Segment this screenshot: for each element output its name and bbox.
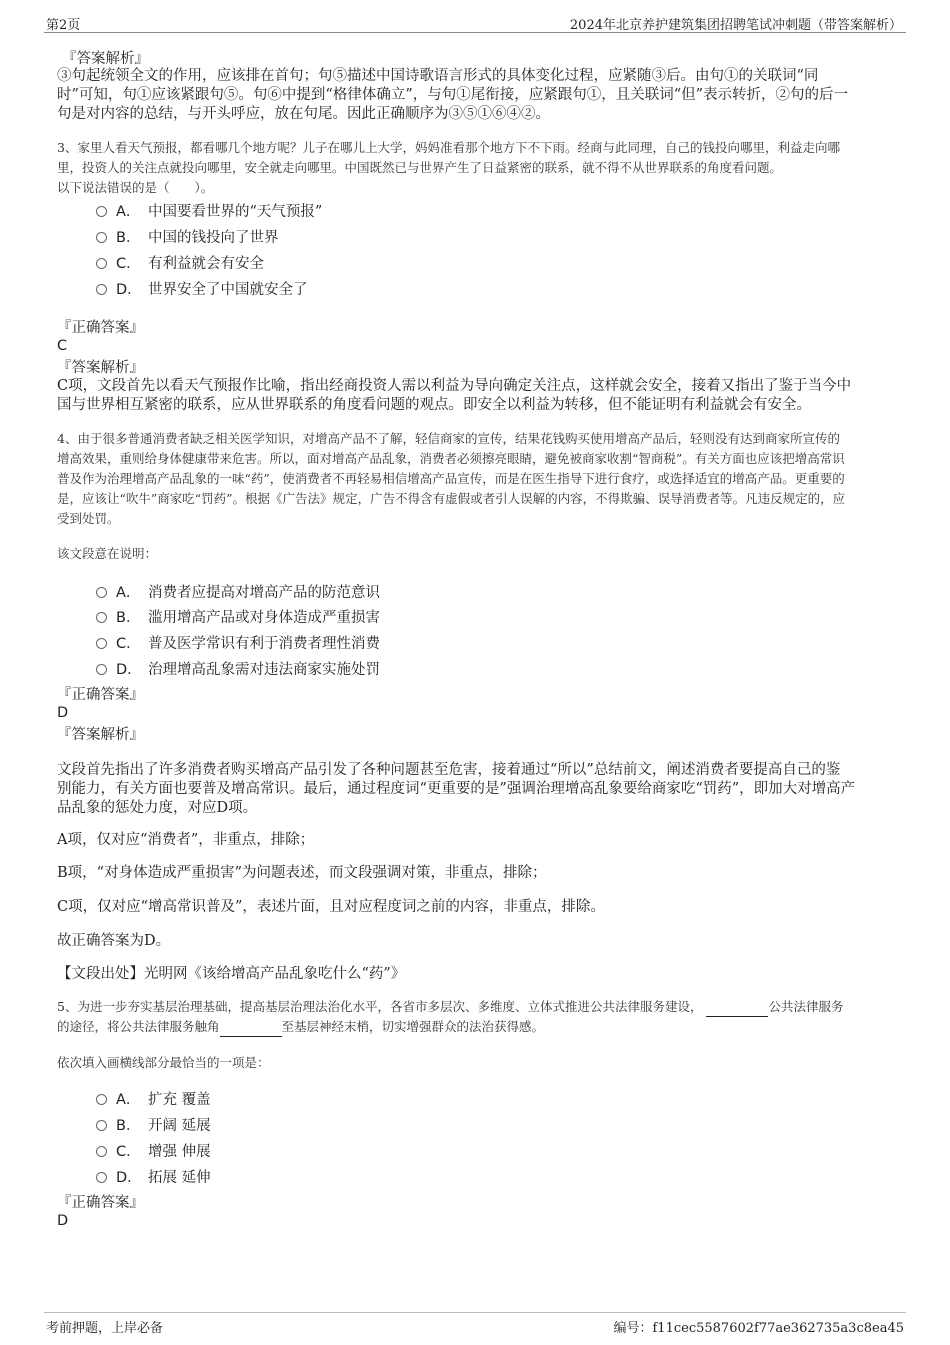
q4-note-b: B项，“对身体造成严重损害”为问题表述，而文段强调对策，非重点，排除；: [57, 865, 547, 881]
radio-icon[interactable]: [96, 284, 107, 295]
q3-option-b[interactable]: B． 中国的钱投向了世界: [96, 226, 279, 246]
q3-stem-line: 里，投资人的关注点就投向哪里，安全就走向哪里。中国既然已与世界产生了日益紧密的联系，就不得不从世界联系的角度看问题。: [57, 160, 783, 175]
radio-icon[interactable]: [96, 587, 107, 598]
q5-stem-line: 5、为进一步夯实基层治理基础，提高基层治理法治化水平，各省市多层次、多维度、立体式推进公共法律服务建设， 公共法律服务: [57, 997, 907, 1017]
radio-icon[interactable]: [96, 206, 107, 217]
q4-stem-line: 是，应该让“吹牛”商家吃“罚药”。根据《广告法》规定，广告不得含有虚假或者引人误解的内容，不得欺骗、误导消费者等。凡违反规定的，应: [57, 491, 846, 506]
radio-icon[interactable]: [96, 612, 107, 623]
radio-icon[interactable]: [96, 1094, 107, 1105]
q3-answer: C: [57, 338, 68, 354]
radio-icon[interactable]: [96, 1172, 107, 1183]
q3-analysis-line: 国与世界相互紧密的联系，应从世界联系的角度看问题的观点。即安全以利益为转移，但不能证明有利益就会有安全。: [57, 397, 811, 413]
q4-analysis: [57, 761, 855, 818]
q4-stem-line: 4、由于很多普通消费者缺乏相关医学知识，对增高产品不了解，轻信商家的宣传，结果花钱购买使用增高产品后，轻则没有达到商家所宣传的: [57, 431, 840, 446]
q4-note-a: A项，仅对应“消费者”，非重点，排除；: [57, 832, 315, 848]
q4-option-c[interactable]: C． 普及医学常识有利于消费者理性消费: [96, 632, 380, 652]
q4-option-a[interactable]: A． 消费者应提高对增高产品的防范意识: [96, 581, 380, 601]
q4-note-c: C项，仅对应“增高常识普及”，表述片面，且对应程度词之前的内容，非重点，排除。: [57, 899, 605, 915]
document-title: 2024年北京养护建筑集团招聘笔试冲刺题（带答案解析）: [569, 18, 902, 33]
q4-option-d[interactable]: D． 治理增高乱象需对违法商家实施处罚: [96, 658, 380, 678]
q3-correct-label: 『正确答案』: [57, 320, 144, 336]
q4-analysis-label: 『答案解析』: [57, 727, 144, 743]
radio-icon[interactable]: [96, 664, 107, 675]
q2-analysis-line: 句是对内容的总结，与开头呼应，放在句尾。因此正确顺序为③⑤①⑥④②。: [57, 106, 550, 122]
q2-analysis-line: ③句起统领全文的作用，应该排在首句；句⑤描述中国诗歌语言形式的具体变化过程，应紧随③后。由句①的关联词“同: [57, 68, 819, 84]
q3-analysis-line: C项，文段首先以看天气预报作比喻，指出经商投资人需以利益为导向确定关注点，这样就会安全，接着又指出了鉴于当今中: [57, 378, 852, 394]
q5-stem: [57, 997, 907, 1037]
q4-option-b[interactable]: B． 滥用增高产品或对身体造成严重损害: [96, 606, 380, 626]
page-number: 第2页: [46, 18, 81, 33]
fill-blank-2[interactable]: [220, 1023, 282, 1037]
radio-icon[interactable]: [96, 258, 107, 269]
q2-analysis-line: 时”可知，句①应该紧跟句⑤。句⑥中提到“格律体确立”，与句①尾衔接，应紧跟句①，且关联词“但”表示转折，②句的后一: [57, 87, 849, 103]
q4-stem-line: 受到处罚。: [57, 511, 120, 526]
q4-analysis-line: 别能力，有关方面也要普及增高常识。最后，通过程度词“更重要的是”强调治理增高乱象要给商家吃“罚药”，即加大对增高产: [57, 781, 856, 797]
q5-correct-label: 『正确答案』: [57, 1195, 144, 1211]
q3-stem: [57, 138, 840, 198]
radio-icon[interactable]: [96, 1120, 107, 1131]
q4-analysis-line: 品乱象的惩处力度，对应D项。: [57, 800, 258, 816]
q3-option-a[interactable]: A． 中国要看世界的“天气预报”: [96, 200, 322, 220]
radio-icon[interactable]: [96, 232, 107, 243]
q5-option-c[interactable]: C． 增强 伸展: [96, 1140, 211, 1160]
q2-analysis-label: 『答案解析』: [62, 51, 149, 67]
footer-slogan: 考前押题，上岸必备: [46, 1321, 164, 1336]
q4-correct-label: 『正确答案』: [57, 687, 144, 703]
fill-blank-1[interactable]: [706, 1003, 768, 1017]
q4-conclusion: 故正确答案为D。: [57, 933, 171, 949]
q3-option-d[interactable]: D． 世界安全了中国就安全了: [96, 278, 308, 298]
page-footer: [44, 1312, 906, 1337]
q2-analysis: [57, 67, 848, 124]
q4-question: 该文段意在说明：: [57, 546, 158, 561]
q4-analysis-line: 文段首先指出了许多消费者购买增高产品引发了各种问题甚至危害，接着通过“所以”总结前文，阐述消费者要提高自己的鉴: [57, 762, 841, 778]
q5-option-d[interactable]: D． 拓展 延伸: [96, 1166, 211, 1186]
q3-stem-line: 3、家里人看天气预报，都看哪几个地方呢？儿子在哪儿上大学，妈妈准看那个地方下不下雨。经商与此同理，自己的钱投向哪里，利益走向哪: [57, 140, 840, 155]
q4-source: 【文段出处】光明网《该给增高产品乱象吃什么“药”》: [57, 966, 406, 982]
q5-question: 依次填入画横线部分最恰当的一项是：: [57, 1055, 270, 1070]
document-id: 编号：f11cec5587602f77ae362735a3c8ea45: [613, 1321, 904, 1336]
q5-option-b[interactable]: B． 开阔 延展: [96, 1114, 211, 1134]
q3-stem-line: 以下说法错误的是（ ）。: [57, 180, 214, 195]
radio-icon[interactable]: [96, 1146, 107, 1157]
page-header: [44, 10, 906, 33]
q4-stem-line: 普及作为治理增高产品乱象的一味“药”，使消费者不再轻易相信增高产品宣传，而是在医生指导下进行食疗，或选择适宜的增高产品。更重要的: [57, 471, 845, 486]
q3-analysis: [57, 377, 851, 415]
q3-analysis-label: 『答案解析』: [57, 360, 144, 376]
q5-stem-line: 的途径，将公共法律服务触角 至基层神经末梢，切实增强群众的法治获得感。: [57, 1017, 907, 1037]
q5-answer: D: [57, 1213, 69, 1229]
radio-icon[interactable]: [96, 638, 107, 649]
q4-stem-line: 增高效果，重则给身体健康带来危害。所以，面对增高产品乱象，消费者必须擦亮眼睛，避免被商家收割“智商税”。有关方面也应该把增高常识: [57, 451, 845, 466]
q4-stem: [57, 429, 845, 529]
q4-answer: D: [57, 705, 69, 721]
q3-option-c[interactable]: C． 有利益就会有安全: [96, 252, 264, 272]
q5-option-a[interactable]: A． 扩充 覆盖: [96, 1088, 211, 1108]
